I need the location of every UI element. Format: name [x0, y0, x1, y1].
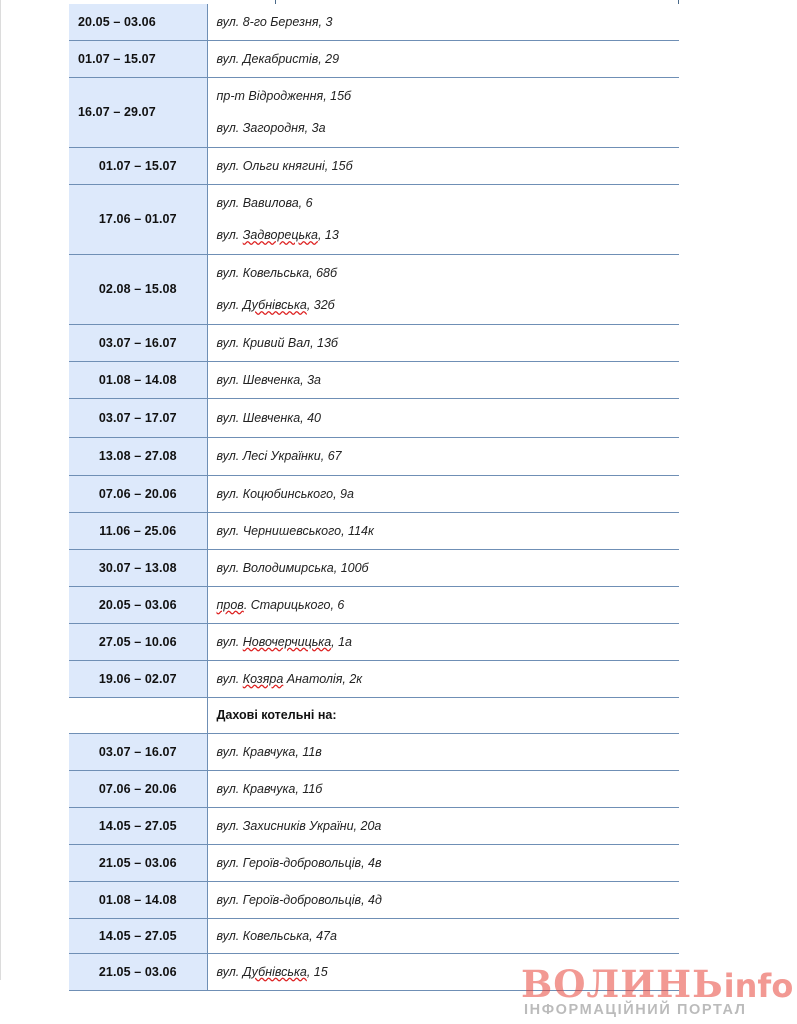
section-heading-roof-boilers: Дахові котельні на:: [207, 697, 679, 733]
table-row: [69, 475, 679, 512]
address-line: [217, 929, 680, 943]
address-text: вул. Шевченка, 40: [216, 410, 321, 425]
table-row: [69, 77, 679, 147]
address-line: [217, 524, 680, 538]
date-range-cell: 03.07 – 16.07: [69, 324, 207, 361]
address-text: вул. Володимирська, 100б: [216, 560, 369, 575]
date-range-cell: 30.07 – 13.08: [69, 549, 207, 586]
address-text: вул. Вавилова, 6: [216, 196, 313, 210]
address-cell: [207, 807, 679, 844]
address-text: вул. Кривий Вал, 13б: [216, 335, 338, 350]
address-cell: [207, 918, 679, 953]
date-range-cell: 21.05 – 03.06: [69, 953, 207, 990]
address-line: [217, 487, 680, 501]
spellcheck-underlined-word: пров: [216, 597, 244, 612]
address-line: [217, 121, 680, 135]
address-text: вул. Ольги княгині, 15б: [216, 158, 353, 173]
address-cell: [207, 184, 679, 254]
table-row: [69, 697, 679, 733]
address-text: . Старицького, 6: [243, 597, 345, 612]
address-cell: [207, 660, 679, 697]
table-top-right-edge: [678, 0, 679, 4]
date-range-cell: 16.07 – 29.07: [69, 77, 207, 147]
date-range-cell: 07.06 – 20.06: [69, 475, 207, 512]
address-text: вул. Коцюбинського, 9а: [216, 486, 354, 501]
address-line: [217, 228, 680, 242]
address-cell: [207, 733, 679, 770]
address-cell: [207, 361, 679, 398]
address-text: вул.: [216, 634, 243, 649]
address-cell: [207, 437, 679, 475]
address-line: [217, 336, 680, 350]
address-text: пр-т Відродження, 15б: [216, 89, 352, 103]
date-range-cell: 01.07 – 15.07: [69, 147, 207, 184]
table-row: [69, 40, 679, 77]
address-text: вул. Ковельська, 47а: [216, 928, 337, 943]
address-text: вул.: [216, 671, 243, 686]
address-text: вул. 8-го Березня, 3: [216, 14, 333, 29]
address-line: [217, 561, 680, 575]
address-cell: [207, 844, 679, 881]
spellcheck-underlined-word: Новочерчицька: [242, 634, 332, 649]
address-line: [217, 159, 680, 173]
address-line: [217, 782, 680, 796]
address-cell: [207, 4, 679, 40]
table-row: [69, 398, 679, 437]
address-line: [217, 298, 680, 312]
table-row: [69, 660, 679, 697]
table-row: [69, 586, 679, 623]
table-row: [69, 844, 679, 881]
date-range-cell: 17.06 – 01.07: [69, 184, 207, 254]
page-left-border: [0, 0, 1, 980]
address-text: , 15: [306, 964, 328, 979]
address-text: вул. Декабристів, 29: [216, 51, 340, 66]
address-line: [217, 856, 680, 870]
date-range-cell: 19.06 – 02.07: [69, 660, 207, 697]
address-line: [217, 411, 680, 425]
date-range-cell: 14.05 – 27.05: [69, 807, 207, 844]
address-text: вул. Шевченка, 3а: [216, 372, 321, 387]
address-text: вул. Героїв-добровольців, 4в: [216, 855, 382, 870]
schedule-table-body: [69, 4, 679, 990]
address-line: [217, 745, 680, 759]
spellcheck-underlined-word: Задворецька: [242, 228, 318, 242]
address-text: вул. Ковельська, 68б: [216, 266, 338, 280]
address-cell: [207, 770, 679, 807]
address-text: вул. Кравчука, 11б: [216, 781, 323, 796]
address-text: , 13: [317, 228, 339, 242]
address-line: [217, 598, 680, 612]
table-row: [69, 254, 679, 324]
date-range-cell: 03.07 – 17.07: [69, 398, 207, 437]
address-cell: [207, 623, 679, 660]
address-text: вул. Захисників України, 20а: [216, 818, 382, 833]
table-row: [69, 623, 679, 660]
logo-tagline: ІНФОРМАЦІЙНИЙ ПОРТАЛ: [524, 1002, 747, 1018]
address-cell: [207, 77, 679, 147]
address-line: [217, 819, 680, 833]
date-range-cell: 03.07 – 16.07: [69, 733, 207, 770]
spellcheck-underlined-word: Дубнівська: [242, 298, 307, 312]
heating-schedule-table: [69, 4, 679, 991]
table-row: [69, 147, 679, 184]
address-cell: [207, 512, 679, 549]
table-row: [69, 770, 679, 807]
logo-info-text: info: [723, 967, 794, 1005]
table-top-divider: [275, 0, 276, 4]
table-row: [69, 512, 679, 549]
address-text: вул. Кравчука, 11в: [216, 744, 322, 759]
address-cell: [207, 147, 679, 184]
table-row: [69, 807, 679, 844]
address-cell: [207, 398, 679, 437]
address-line: [217, 196, 680, 210]
address-text: , 32б: [306, 298, 335, 312]
spellcheck-underlined-word: Козяра: [242, 671, 284, 686]
date-range-cell: 02.08 – 15.08: [69, 254, 207, 324]
address-text: , 1а: [331, 634, 353, 649]
schedule-table-wrapper: [69, 0, 679, 991]
volyn-info-logo: [521, 962, 797, 1024]
spellcheck-underlined-word: Дубнівська: [242, 964, 307, 979]
address-line: [217, 449, 680, 463]
address-text: вул.: [216, 298, 243, 312]
date-range-cell: 20.05 – 03.06: [69, 4, 207, 40]
date-range-cell: 27.05 – 10.06: [69, 623, 207, 660]
table-row: [69, 324, 679, 361]
date-range-cell: 14.05 – 27.05: [69, 918, 207, 953]
table-row: [69, 881, 679, 918]
table-row: [69, 918, 679, 953]
address-text: вул.: [216, 228, 243, 242]
table-row: [69, 549, 679, 586]
address-line: [217, 893, 680, 907]
address-line: [217, 52, 680, 66]
address-line: [217, 373, 680, 387]
date-range-cell: [69, 697, 207, 733]
table-row: [69, 4, 679, 40]
address-text: вул. Лесі Українки, 67: [216, 449, 342, 463]
address-cell: [207, 881, 679, 918]
address-cell: [207, 475, 679, 512]
address-cell: [207, 40, 679, 77]
date-range-cell: 13.08 – 27.08: [69, 437, 207, 475]
date-range-cell: 01.08 – 14.08: [69, 881, 207, 918]
address-line: [217, 89, 680, 103]
address-cell: [207, 549, 679, 586]
address-cell: [207, 254, 679, 324]
address-line: [217, 15, 680, 29]
date-range-cell: 07.06 – 20.06: [69, 770, 207, 807]
address-text: Анатолія, 2к: [283, 671, 363, 686]
table-row: [69, 184, 679, 254]
date-range-cell: 20.05 – 03.06: [69, 586, 207, 623]
address-line: [217, 266, 680, 280]
date-range-cell: 11.06 – 25.06: [69, 512, 207, 549]
address-cell: [207, 586, 679, 623]
address-line: [217, 672, 680, 686]
address-text: вул. Чернишевського, 114к: [216, 523, 374, 538]
date-range-cell: 21.05 – 03.06: [69, 844, 207, 881]
table-row: [69, 733, 679, 770]
logo-main-text: ВОЛИНЬ: [521, 962, 724, 1006]
address-text: вул. Загородня, 3а: [216, 121, 326, 135]
date-range-cell: 01.07 – 15.07: [69, 40, 207, 77]
address-line: [217, 635, 680, 649]
address-cell: [207, 324, 679, 361]
address-text: вул.: [216, 964, 243, 979]
table-row: [69, 361, 679, 398]
table-row: [69, 437, 679, 475]
address-text: вул. Героїв-добровольців, 4д: [216, 892, 382, 907]
date-range-cell: 01.08 – 14.08: [69, 361, 207, 398]
